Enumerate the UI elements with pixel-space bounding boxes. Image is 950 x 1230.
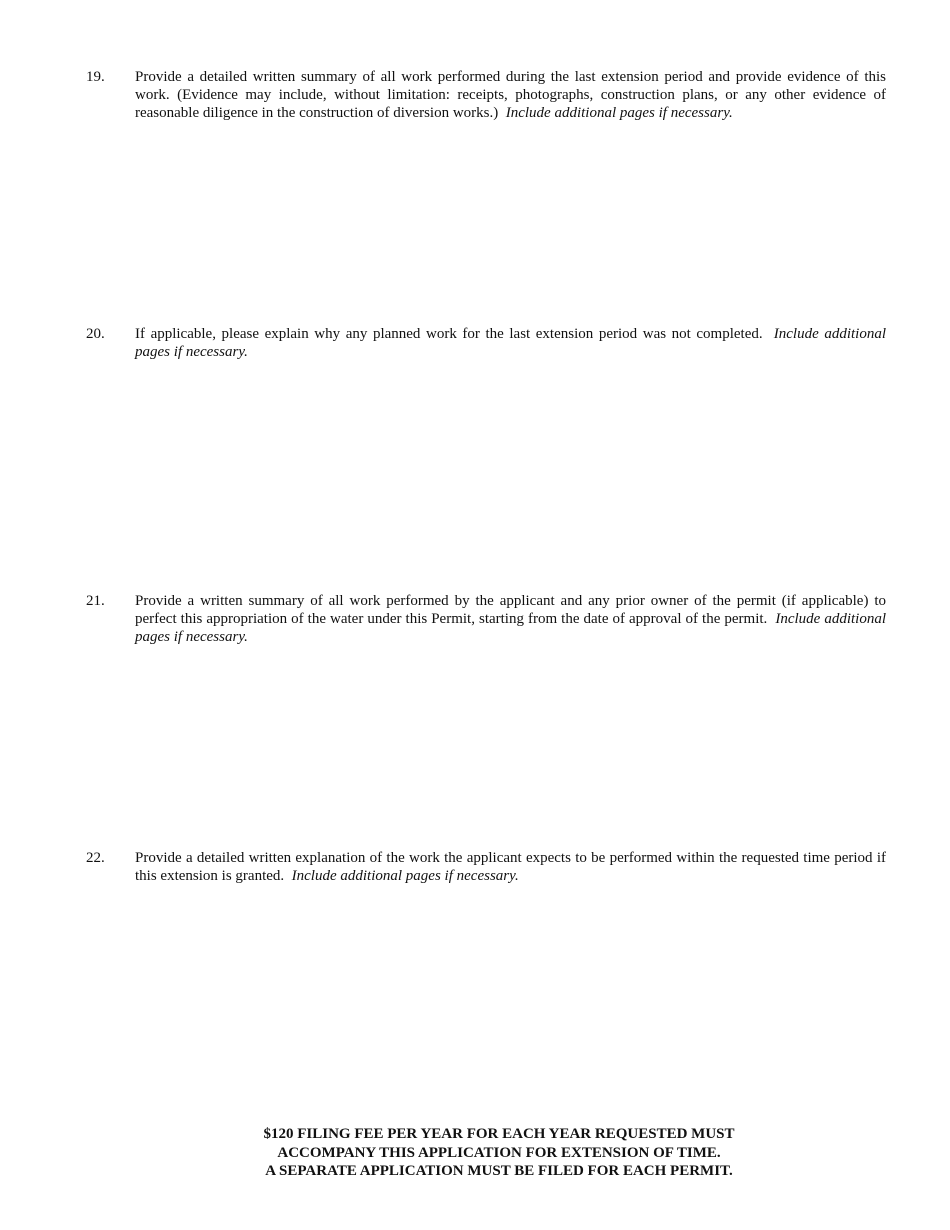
question-note: Include additional pages if necessary. xyxy=(291,868,519,884)
question-number: 21. xyxy=(86,593,105,609)
question-note: Include additional pages if necessary. xyxy=(505,105,733,121)
question-body: Provide a detailed written explanation of the work the applicant expects to be performed within the requested time period if this extension is granted. xyxy=(135,850,886,884)
filing-fee-notice xyxy=(0,1125,950,1181)
question-body: Provide a written summary of all work performed by the applicant and any prior owner of the permit (if applicable) to perfect this appropriation of the water under this Permit, starting from the date of approval of the permit. xyxy=(135,593,886,627)
question-note: Include additional pages if necessary. xyxy=(135,611,886,645)
question-21 xyxy=(86,592,886,646)
question-19 xyxy=(86,68,886,122)
question-body: If applicable, please explain why any planned work for the last extension period was not completed. xyxy=(135,326,763,342)
question-22 xyxy=(86,849,886,885)
notice-line-1: $120 FILING FEE PER YEAR FOR EACH YEAR REQUESTED MUST xyxy=(263,1126,735,1142)
question-text xyxy=(135,849,886,885)
question-note: Include additional pages if necessary. xyxy=(135,326,887,360)
question-number: 20. xyxy=(86,326,105,342)
question-body: Provide a detailed written summary of all work performed during the last extension period and provide evidence of this work. (Evidence may include, without limitation: receipts, photographs, construction plans, or any other evidence of reasonable diligence in the construction of diversion works.) xyxy=(135,69,886,121)
notice-line-3: A SEPARATE APPLICATION MUST BE FILED FOR EACH PERMIT. xyxy=(265,1163,733,1179)
question-text xyxy=(135,592,886,646)
question-text xyxy=(135,68,886,122)
notice-line-2: ACCOMPANY THIS APPLICATION FOR EXTENSION OF TIME. xyxy=(277,1144,721,1161)
question-number: 19. xyxy=(86,69,105,85)
question-text xyxy=(135,325,886,361)
question-20 xyxy=(86,325,886,361)
question-number: 22. xyxy=(86,850,105,866)
